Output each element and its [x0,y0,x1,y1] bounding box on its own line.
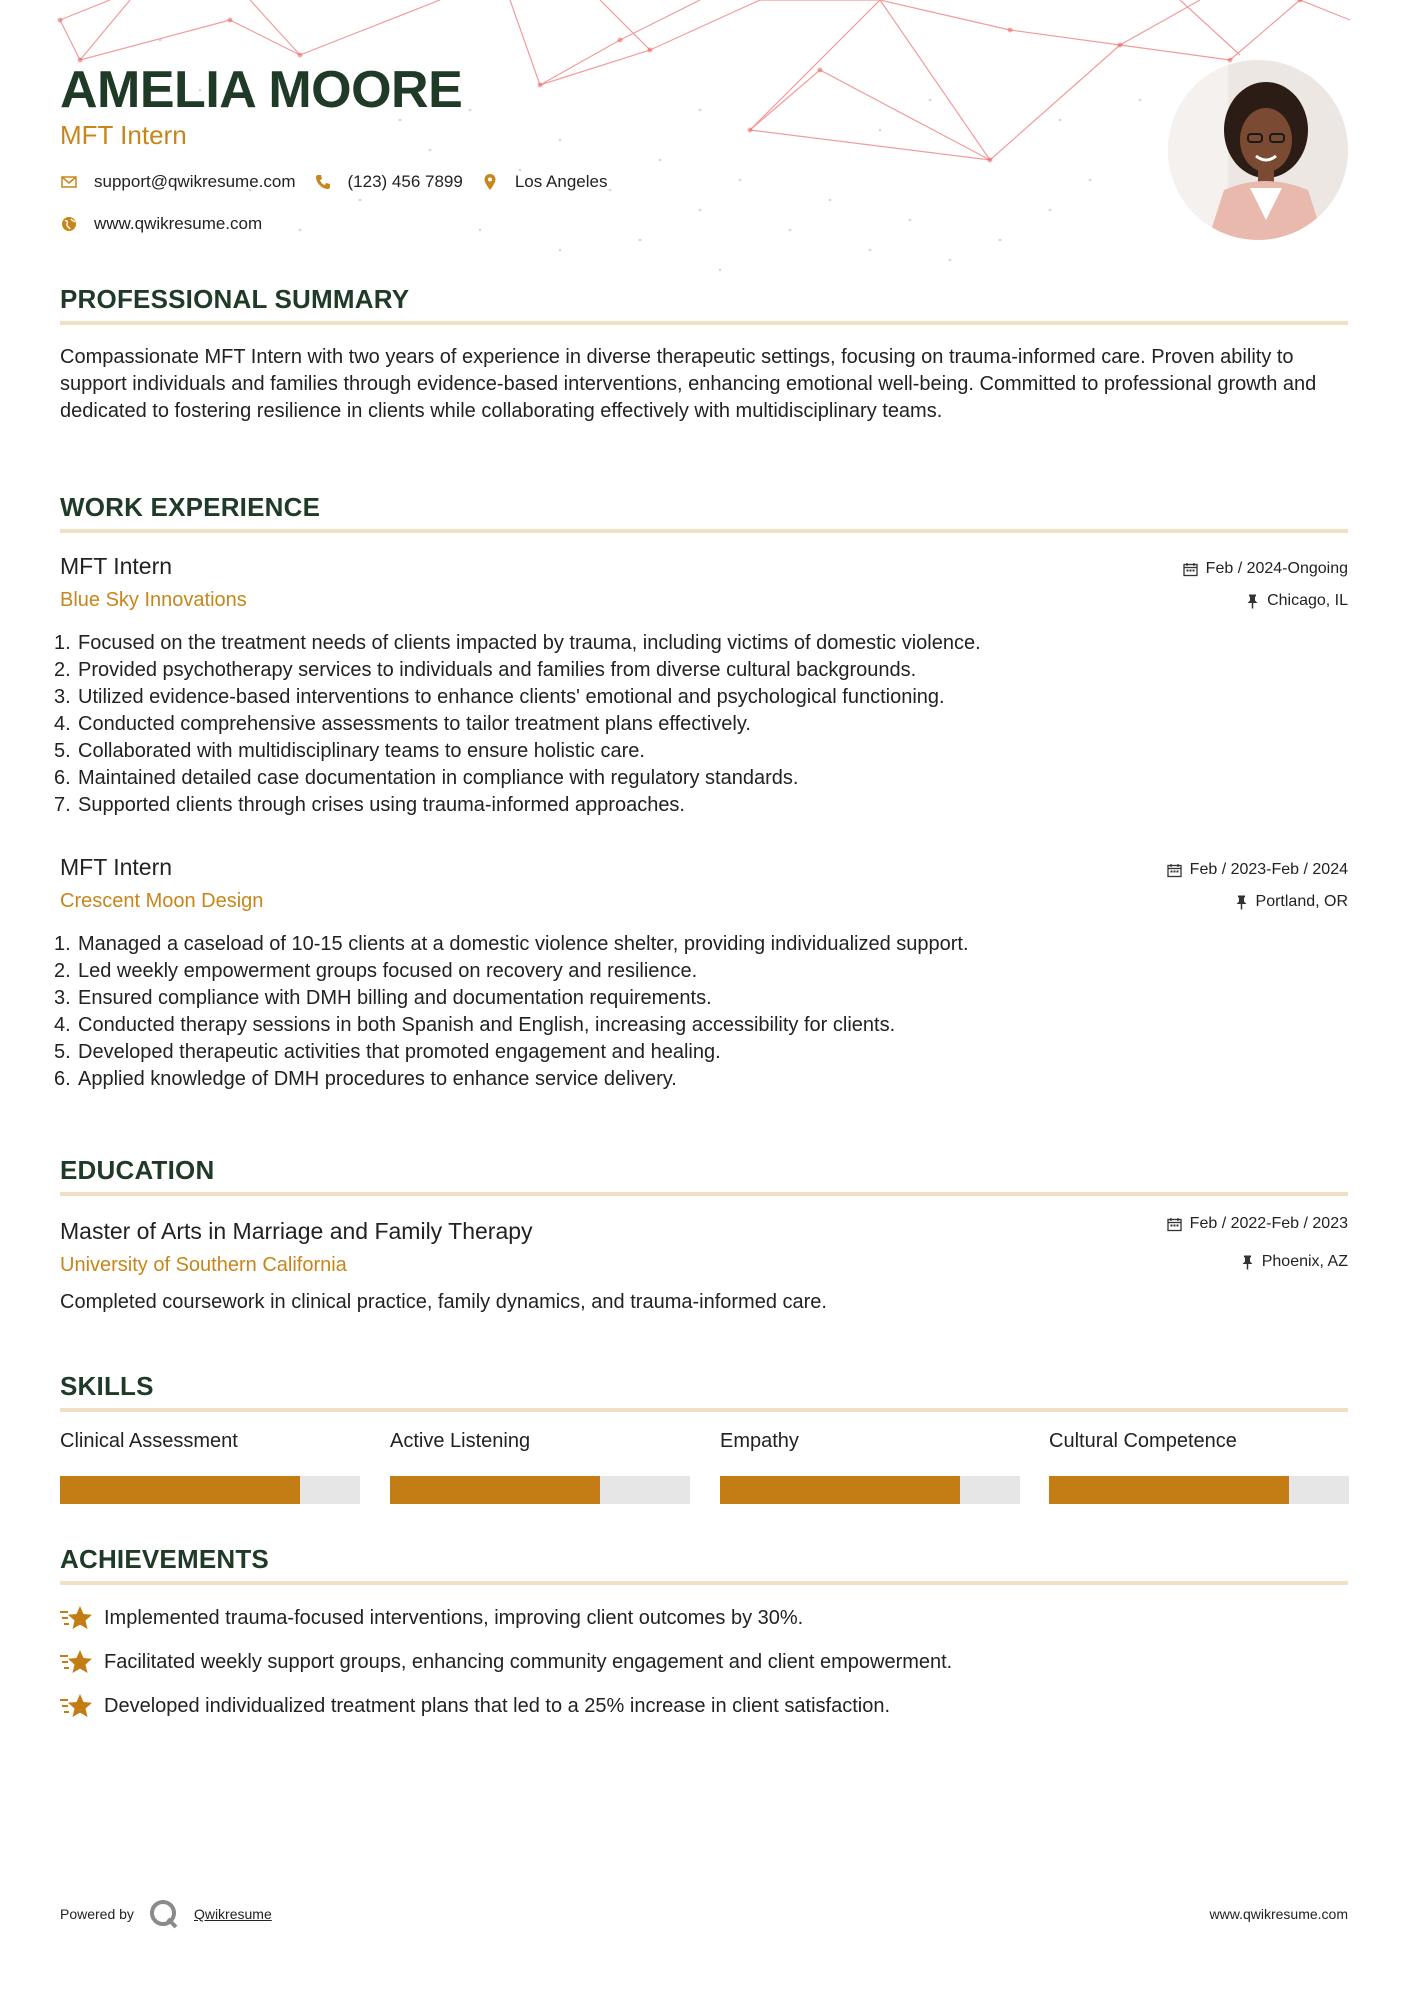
email-text: support@qwikresume.com [94,172,296,191]
list-item: 1. Managed a caseload of 10-15 clients at a domestic violence shelter, providing individualized support. [54,933,969,955]
list-item: 4. Conducted comprehensive assessments to tailor treatment plans effectively. [54,713,751,735]
education-degree: Master of Arts in Marriage and Family Therapy [60,1218,533,1244]
skill-item [390,1430,690,1504]
candidate-name: AMELIA MOORE [60,61,463,119]
calendar-icon [1183,562,1198,577]
education-location [1241,1253,1348,1271]
job-dates [1183,560,1348,578]
achievements-divider [60,1581,1348,1585]
achievement-text: Developed individualized treatment plans that led to a 25% increase in client satisfaction. [104,1694,891,1717]
skills-heading: SKILLS [60,1371,154,1401]
qwikresume-link[interactable]: Qwikresume [193,1906,272,1922]
star-icon [60,1604,94,1632]
footer-branding [60,1898,272,1930]
pushpin-icon [1241,1255,1254,1270]
job-duties-list [54,931,1344,1093]
profile-photo [1168,60,1348,240]
pushpin-icon [1246,594,1259,609]
website-text: www.qwikresume.com [94,214,263,233]
skill-bar-fill [390,1476,600,1504]
contact-row-primary [60,172,625,192]
skill-item [1049,1430,1349,1504]
contact-row-secondary [60,214,280,234]
job-location-text: Chicago, IL [1267,592,1348,609]
skill-bar [390,1476,690,1504]
list-item: 2. Led weekly empowerment groups focused on recovery and resilience. [54,960,698,982]
list-item: 2. Provided psychotherapy services to individuals and families from diverse cultural backgrounds. [54,659,917,681]
education-location-text: Phoenix, AZ [1261,1253,1348,1270]
job-title: MFT Intern [60,553,173,579]
list-item: 3. Ensured compliance with DMH billing and documentation requirements. [54,987,712,1009]
job-location [1246,592,1348,610]
contact-location [481,172,608,192]
pushpin-icon [1235,895,1248,910]
skill-label: Empathy [720,1430,799,1452]
education-heading: EDUCATION [60,1155,215,1185]
skill-item [60,1430,360,1504]
location-text: Los Angeles [514,172,608,191]
summary-heading: PROFESSIONAL SUMMARY [60,284,410,314]
skill-bar-fill [60,1476,300,1504]
skill-bar-fill [720,1476,960,1504]
job-company: Blue Sky Innovations [60,589,247,611]
skill-item [720,1430,1020,1504]
achievement-text: Implemented trauma-focused interventions, improving client outcomes by 30%. [104,1606,804,1629]
powered-by-label: Powered by [60,1906,134,1922]
summary-text: Compassionate MFT Intern with two years of experience in diverse therapeutic settings, focusing on trauma-informed care. Proven ability to support individuals and families through evidence-based interventions, enhancing emotional well-being. Committed to professional growth and dedicated to fostering resilience in clients while collaborating effectively with multidisciplinary teams. [60,346,1317,422]
job-company: Crescent Moon Design [60,890,264,912]
summary-divider [60,321,1348,325]
star-icon [60,1648,94,1676]
skill-bar-fill [1049,1476,1289,1504]
list-item: 7. Supported clients through crises using trauma-informed approaches. [54,794,685,816]
skill-label: Cultural Competence [1049,1430,1237,1452]
list-item: 3. Utilized evidence-based interventions to enhance clients' emotional and psychological functioning. [54,686,945,708]
experience-heading: WORK EXPERIENCE [60,492,321,522]
contact-website[interactable] [60,214,262,234]
education-description: Completed coursework in clinical practice, family dynamics, and trauma-informed care. [60,1291,827,1313]
list-item: 1. Focused on the treatment needs of clients impacted by trauma, including victims of domestic violence. [54,632,981,654]
job-location [1235,893,1348,911]
achievement-item [60,1648,952,1676]
calendar-icon [1167,1217,1182,1232]
list-item: 4. Conducted therapy sessions in both Spanish and English, increasing accessibility for clients. [54,1014,896,1036]
globe-icon [60,215,78,233]
skill-bar [720,1476,1020,1504]
education-dates [1167,1215,1348,1233]
job-dates-text: Feb / 2024-Ongoing [1205,560,1348,577]
phone-icon [314,173,332,191]
job-title: MFT Intern [60,854,173,880]
star-icon [60,1692,94,1720]
education-dates-text: Feb / 2022-Feb / 2023 [1189,1215,1348,1232]
skill-label: Active Listening [390,1430,531,1452]
education-divider [60,1192,1348,1196]
qwikresume-logo-icon [148,1898,180,1930]
job-dates-text: Feb / 2023-Feb / 2024 [1189,861,1348,878]
skill-label: Clinical Assessment [60,1430,238,1452]
job-location-text: Portland, OR [1255,893,1348,910]
skill-bar [1049,1476,1349,1504]
list-item: 5. Collaborated with multidisciplinary teams to ensure holistic care. [54,740,645,762]
calendar-icon [1167,863,1182,878]
education-school: University of Southern California [60,1254,347,1276]
candidate-title: MFT Intern [60,120,187,150]
map-pin-icon [481,173,499,191]
list-item: 5. Developed therapeutic activities that promoted engagement and healing. [54,1041,721,1063]
job-dates [1167,861,1348,879]
skills-divider [60,1408,1348,1412]
achievement-item [60,1692,890,1720]
envelope-icon [60,173,78,191]
contact-email[interactable] [60,172,296,192]
contact-phone[interactable] [314,172,463,192]
achievement-text: Facilitated weekly support groups, enhancing community engagement and client empowerment. [104,1650,953,1673]
list-item: 6. Applied knowledge of DMH procedures to enhance service delivery. [54,1068,677,1090]
phone-text: (123) 456 7899 [347,172,463,191]
achievements-heading: ACHIEVEMENTS [60,1544,269,1574]
job-duties-list [54,630,1344,819]
experience-divider [60,529,1348,533]
list-item: 6. Maintained detailed case documentation in compliance with regulatory standards. [54,767,799,789]
skill-bar [60,1476,360,1504]
footer-url[interactable]: www.qwikresume.com [1209,1906,1348,1922]
achievement-item [60,1604,803,1632]
